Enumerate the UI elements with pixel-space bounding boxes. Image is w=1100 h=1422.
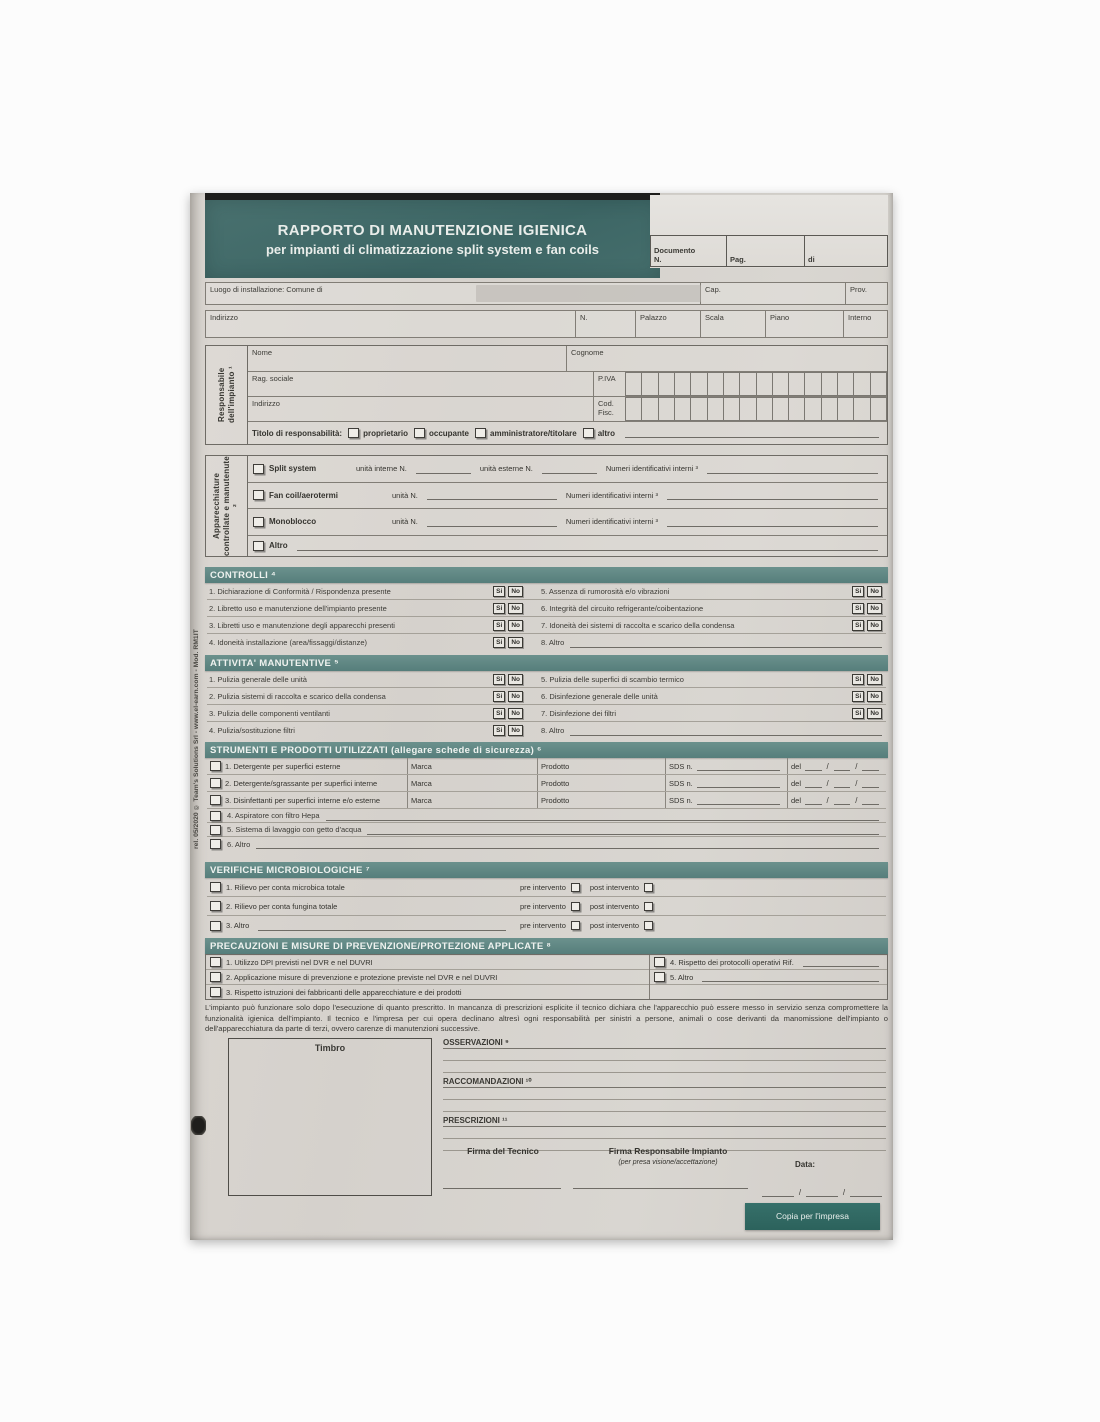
piano-field[interactable]: Piano [766,311,844,337]
pag-field[interactable]: Pag. [727,236,805,266]
aspiratore-line[interactable] [326,811,879,821]
controlli-item-6: 6. Integrità del circuito refrigerante/coibentazione [541,603,704,613]
prescrizioni-label: PRESCRIZIONI ¹¹ [443,1116,886,1127]
hole-punch [191,1116,206,1135]
fan-coil-checkbox[interactable] [253,490,264,500]
no-checkbox[interactable]: No [508,708,523,719]
si-no-toggle [852,691,882,702]
marca-field[interactable]: Marca [407,758,537,774]
palazzo-field[interactable]: Palazzo [636,311,701,337]
attivita-item-5: 5. Pulizia delle superfici di scambio termico [541,674,684,684]
no-checkbox[interactable]: No [867,586,882,597]
fan-coil-row: Fan coil/aerotermi unità N. Numeri identificativi interni ³ [248,483,887,510]
si-checkbox[interactable]: Si [493,674,505,685]
si-checkbox[interactable]: Si [493,708,505,719]
no-checkbox[interactable]: No [508,674,523,685]
del-line[interactable] [834,795,851,805]
controlli-item-1: 1. Dichiarazione di Conformità / Rispondenza presente [209,586,391,596]
raccomandazioni-label: RACCOMANDAZIONI ¹⁰ [443,1077,886,1088]
osservazioni-label: OSSERVAZIONI ⁹ [443,1038,886,1049]
aspiratore-checkbox[interactable] [210,811,221,821]
del-line[interactable] [805,795,822,805]
controlli-item-4: 4. Idoneità installazione (area/fissaggi/distanze) [209,638,368,647]
si-checkbox[interactable]: Si [493,637,505,648]
data-line[interactable] [762,1196,794,1197]
attivita-item-3: 3. Pulizia delle componenti ventilanti [209,708,330,718]
firma-tecnico-label: Firma del Tecnico [467,1145,539,1156]
precauzioni-item-3: 3. Rispetto istruzioni dei fabbricanti delle apparecchiature e dei prodotti [206,985,649,999]
verifiche-section [205,862,888,935]
attivita-item-7: 7. Disinfezione dei filtri [541,708,617,718]
precauzioni-item-5: 5. Altro [650,970,887,985]
controlli-altro-line[interactable] [570,638,882,648]
controlli-section [205,567,888,652]
si-no-toggle [852,586,882,597]
attivita-item-2: 2. Pulizia sistemi di raccolta e scarico della condensa [209,691,386,701]
si-no-toggle [852,620,882,631]
conta-fungina-checkbox[interactable] [210,901,221,911]
data-field[interactable]: / / [758,1188,886,1197]
si-checkbox[interactable]: Si [493,603,505,614]
option-amministratore[interactable]: amministratore/titolare [475,428,577,438]
lavaggio-checkbox[interactable] [210,825,221,835]
precauzioni-item-1: 1. Utilizzo DPI previsti nel DVR e nel DUVRI [206,955,649,970]
controlli-title: CONTROLLI ⁴ [205,567,888,583]
prodotto-field[interactable]: Prodotto [537,758,665,774]
scan-artifact [476,285,701,302]
post-intervento-checkbox[interactable] [644,921,653,930]
strumenti-row-1: 1. Detergente per superfici esterne Marca Prodotto SDS n. del / / [207,758,886,775]
no-checkbox[interactable]: No [867,708,882,719]
si-no-toggle [493,691,523,702]
controlli-item-5: 5. Assenza di rumorosità e/o vibrazioni [541,586,670,596]
no-checkbox[interactable]: No [508,691,523,702]
strumenti-row-4: 4. Aspiratore con filtro Hepa [207,809,886,823]
firma-tecnico-line[interactable] [443,1188,561,1189]
location-row [205,282,888,305]
verifiche-row-2: 2. Rilievo per conta fungina totale pre intervento post intervento [207,897,886,916]
data-line[interactable] [806,1196,838,1197]
split-system-checkbox[interactable] [253,464,264,474]
detergente-interne-checkbox[interactable] [210,778,221,788]
strumenti-row-3: 3. Disinfettanti per superfici interne e/o esterne Marca Prodotto SDS n. del / / [207,792,886,809]
responsabile-indirizzo-field[interactable]: Indirizzo [252,398,280,408]
titolo-responsabilita-label: Titolo di responsabilità: [252,428,343,438]
si-no-toggle [493,637,523,648]
fan-coil-numeri-id-line[interactable] [667,490,878,500]
marca-field[interactable]: Marca [407,775,537,791]
altro-titolo-line[interactable] [625,428,879,438]
del-line[interactable] [805,761,822,771]
verifiche-title: VERIFICHE MICROBIOLOGICHE ⁷ [205,862,888,878]
data-line[interactable] [850,1196,882,1197]
split-unita-interne-line[interactable] [416,464,471,474]
si-checkbox[interactable]: Si [852,674,864,685]
form-title-block [205,200,660,278]
prodotto-field[interactable]: Prodotto [537,792,665,808]
scan-edge-strip [205,193,660,200]
si-no-toggle [493,708,523,719]
si-checkbox[interactable]: Si [493,586,505,597]
sds-field[interactable]: SDS n. [665,758,787,774]
precauzioni-altro-checkbox[interactable] [654,972,665,982]
no-checkbox[interactable]: No [508,586,523,597]
precauzioni-item-4: 4. Rispetto dei protocolli operativi Rif. [650,955,887,970]
pre-intervento-checkbox[interactable] [571,883,580,892]
no-checkbox[interactable]: No [508,725,523,736]
controlli-item-8: 8. Altro [541,638,565,647]
document-page [190,193,893,1240]
verifiche-altro-checkbox[interactable] [210,921,221,931]
verifiche-row-1: 1. Rilievo per conta microbica totale pre intervento post intervento [207,878,886,897]
split-system-row: Split system unità interne N. unità esterne N. Numeri identificativi interni ³ [248,456,887,483]
indirizzo-field[interactable]: Indirizzo [206,311,576,337]
lavaggio-line[interactable] [367,825,879,835]
istruzioni-fabbricanti-checkbox[interactable] [210,987,221,997]
apparecchiature-altro-line[interactable] [297,541,878,551]
piva-digit-boxes[interactable] [625,372,887,396]
del-line[interactable] [862,795,879,805]
timbro-box[interactable]: Timbro [228,1038,432,1196]
prodotto-field[interactable]: Prodotto [537,775,665,791]
firma-responsabile-label: Firma Responsabile Impianto (per presa visione/accettazione) [608,1145,728,1166]
nome-field[interactable]: Nome [252,348,273,357]
precauzioni-section [205,938,888,1000]
interno-field[interactable]: Interno [848,313,872,322]
amministratore-checkbox[interactable] [475,428,486,438]
sds-field[interactable]: SDS n. [665,792,787,808]
si-no-toggle [493,586,523,597]
document-number-box [650,235,888,267]
osservazioni-line[interactable] [443,1049,886,1061]
strumenti-row-6: 6. Altro [207,837,886,851]
disinfettanti-checkbox[interactable] [210,795,221,805]
del-line[interactable] [862,761,879,771]
monoblocco-checkbox[interactable] [253,517,264,527]
dpi-checkbox[interactable] [210,957,221,967]
civico-field[interactable]: N. [576,311,636,337]
pre-intervento-checkbox[interactable] [571,921,580,930]
occupante-checkbox[interactable] [414,428,425,438]
si-checkbox[interactable]: Si [852,603,864,614]
strumenti-title: STRUMENTI E PRODOTTI UTILIZZATI (allegare schede di sicurezza) ⁶ [205,742,888,758]
del-line[interactable] [862,778,879,788]
comune-field[interactable]: Luogo di installazione: Comune di [206,283,701,304]
raccomandazioni-line[interactable] [443,1100,886,1112]
option-altro[interactable]: altro [583,428,615,438]
misure-prevenzione-checkbox[interactable] [210,972,221,982]
si-no-toggle [493,620,523,631]
cod-fisc-label: Cod. Fisc. [593,397,623,422]
si-checkbox[interactable]: Si [493,725,505,736]
firma-responsabile-line[interactable] [573,1188,748,1189]
documento-n-field[interactable]: Documento N. [651,236,727,266]
apparecchiature-altro-row: Altro [248,536,887,556]
no-checkbox[interactable]: No [508,620,523,631]
sds-line[interactable] [697,761,780,771]
verifiche-altro-line[interactable] [258,921,506,931]
si-checkbox[interactable]: Si [852,620,864,631]
strumenti-section [205,742,888,852]
attivita-item-1: 1. Pulizia generale delle unità [209,674,307,684]
no-checkbox[interactable]: No [867,691,882,702]
si-checkbox[interactable]: Si [852,691,864,702]
firma-responsabile-sub: (per presa visione/accettazione) [618,1158,718,1166]
split-unita-esterne-line[interactable] [542,464,597,474]
pre-intervento-checkbox[interactable] [571,902,580,911]
copia-impresa-badge: Copia per l'impresa [745,1203,880,1230]
cap-field[interactable]: Cap. [701,283,846,304]
precauzioni-title: PRECAUZIONI E MISURE DI PREVENZIONE/PROTEZIONE APPLICATE ⁸ [205,938,888,954]
responsabile-side-label: Responsabile dell'impianto ¹ [206,346,248,444]
notes-area [443,1038,886,1151]
altro-titolo-checkbox[interactable] [583,428,594,438]
controlli-item-2: 2. Libretto uso e manutenzione dell'impianto presente [209,603,387,613]
si-checkbox[interactable]: Si [852,708,864,719]
prov-field[interactable]: Prov. [850,285,867,294]
protocolli-rif-line[interactable] [803,957,879,967]
no-checkbox[interactable]: No [508,637,523,648]
rag-sociale-field[interactable]: Rag. sociale [252,373,294,383]
controlli-item-7: 7. Idoneità dei sistemi di raccolta e scarico della condensa [541,620,735,630]
no-checkbox[interactable]: No [867,620,882,631]
del-line[interactable] [834,761,851,771]
monoblocco-unita-line[interactable] [427,517,557,527]
si-no-toggle [493,603,523,614]
si-checkbox[interactable]: Si [493,620,505,631]
no-checkbox[interactable]: No [867,674,882,685]
footer-area [205,1038,888,1233]
responsabile-block [205,345,888,445]
attivita-section [205,655,888,739]
precauzioni-item-2: 2. Applicazione misure di prevenzione e protezione previste nel DVR e nel DUVRI [206,970,649,985]
proprietario-checkbox[interactable] [348,428,359,438]
strumenti-row-2: 2. Detergente/sgrassante per superfici interne Marca Prodotto SDS n. del / / [207,775,886,792]
del-line[interactable] [834,778,851,788]
document-number-panel [650,195,888,268]
scala-field[interactable]: Scala [701,311,766,337]
sds-line[interactable] [697,778,780,788]
no-checkbox[interactable]: No [508,603,523,614]
split-numeri-id-line[interactable] [707,464,878,474]
si-no-toggle [852,708,882,719]
protocolli-operativi-checkbox[interactable] [654,957,665,967]
data-label: Data: [795,1159,816,1169]
monoblocco-row: Monoblocco unità N. Numeri identificativi interni ³ [248,509,887,536]
strumenti-altro-line[interactable] [256,839,879,849]
si-no-toggle [493,674,523,685]
del-field[interactable]: del / / [787,775,886,791]
address-row [205,310,888,338]
monoblocco-numeri-id-line[interactable] [667,517,878,527]
form-subtitle: per impianti di climatizzazione split system e fan coils [265,241,600,257]
verifiche-row-3: 3. Altro pre intervento post intervento [207,916,886,935]
controlli-item-3: 3. Libretti uso e manutenzione degli apparecchi presenti [209,620,395,630]
prescrizioni-line[interactable] [443,1127,886,1139]
si-no-toggle [493,725,523,736]
apparecchiature-side-label: Apparecchiature controllate e manutenute ² [206,456,248,556]
cod-fisc-digit-boxes[interactable] [625,397,887,422]
option-occupante[interactable]: occupante [414,428,469,438]
di-field[interactable]: di [808,255,815,264]
form-title: RAPPORTO DI MANUTENZIONE IGIENICA [277,221,588,239]
conta-microbica-checkbox[interactable] [210,882,221,892]
sds-line[interactable] [697,795,780,805]
apparecchiature-block [205,455,888,557]
osservazioni-line[interactable] [443,1061,886,1073]
si-no-toggle [852,674,882,685]
no-checkbox[interactable]: No [867,603,882,614]
edition-sidebar-text: rel. 05/2020 © Team's Solutions Srl - www.el-earn.com - Mod. RM1IT [193,629,200,849]
strumenti-altro-checkbox[interactable] [210,839,221,849]
fan-coil-unita-line[interactable] [427,490,557,500]
marca-field[interactable]: Marca [407,792,537,808]
detergente-esterne-checkbox[interactable] [210,761,221,771]
attivita-item-8: 8. Altro [541,726,565,735]
post-intervento-checkbox[interactable] [644,883,653,892]
del-field[interactable]: del / / [787,792,886,808]
si-checkbox[interactable]: Si [493,691,505,702]
si-no-toggle [852,603,882,614]
attivita-title: ATTIVITA' MANUTENTIVE ⁵ [205,655,888,671]
piva-label: P.IVA [593,372,623,396]
legal-disclaimer: L'impianto può funzionare solo dopo l'esecuzione di quanto prescritto. In mancanza di prescrizioni esplicite il tecnico dichiara che l'apparecchio può essere messo in servizio senza compromettere la funzionalità igienica dell'impianto. Il tecnico e l'impresa per cui opera declinano altresì ogni responsabilità per sinistri a persone, animali o cose derivanti da manomissione dell'impianto o dell'apparecchiatura da parte di terzi, ovvero carenze di manutenzioni successive. [205,1003,888,1033]
option-proprietario[interactable]: proprietario [348,428,408,438]
apparecchiature-altro-checkbox[interactable] [253,541,264,551]
sds-field[interactable]: SDS n. [665,775,787,791]
del-field[interactable]: del / / [787,758,886,774]
attivita-item-4: 4. Pulizia/sostituzione filtri [209,726,295,735]
precauzioni-empty-row [650,985,887,999]
del-line[interactable] [805,778,822,788]
attivita-item-6: 6. Disinfezione generale delle unità [541,691,658,701]
raccomandazioni-line[interactable] [443,1088,886,1100]
precauzioni-altro-line[interactable] [702,972,879,982]
post-intervento-checkbox[interactable] [644,902,653,911]
header [205,193,888,282]
cognome-field[interactable]: Cognome [566,346,887,371]
si-checkbox[interactable]: Si [852,586,864,597]
attivita-altro-line[interactable] [570,726,882,736]
strumenti-row-5: 5. Sistema di lavaggio con getto d'acqua [207,823,886,837]
